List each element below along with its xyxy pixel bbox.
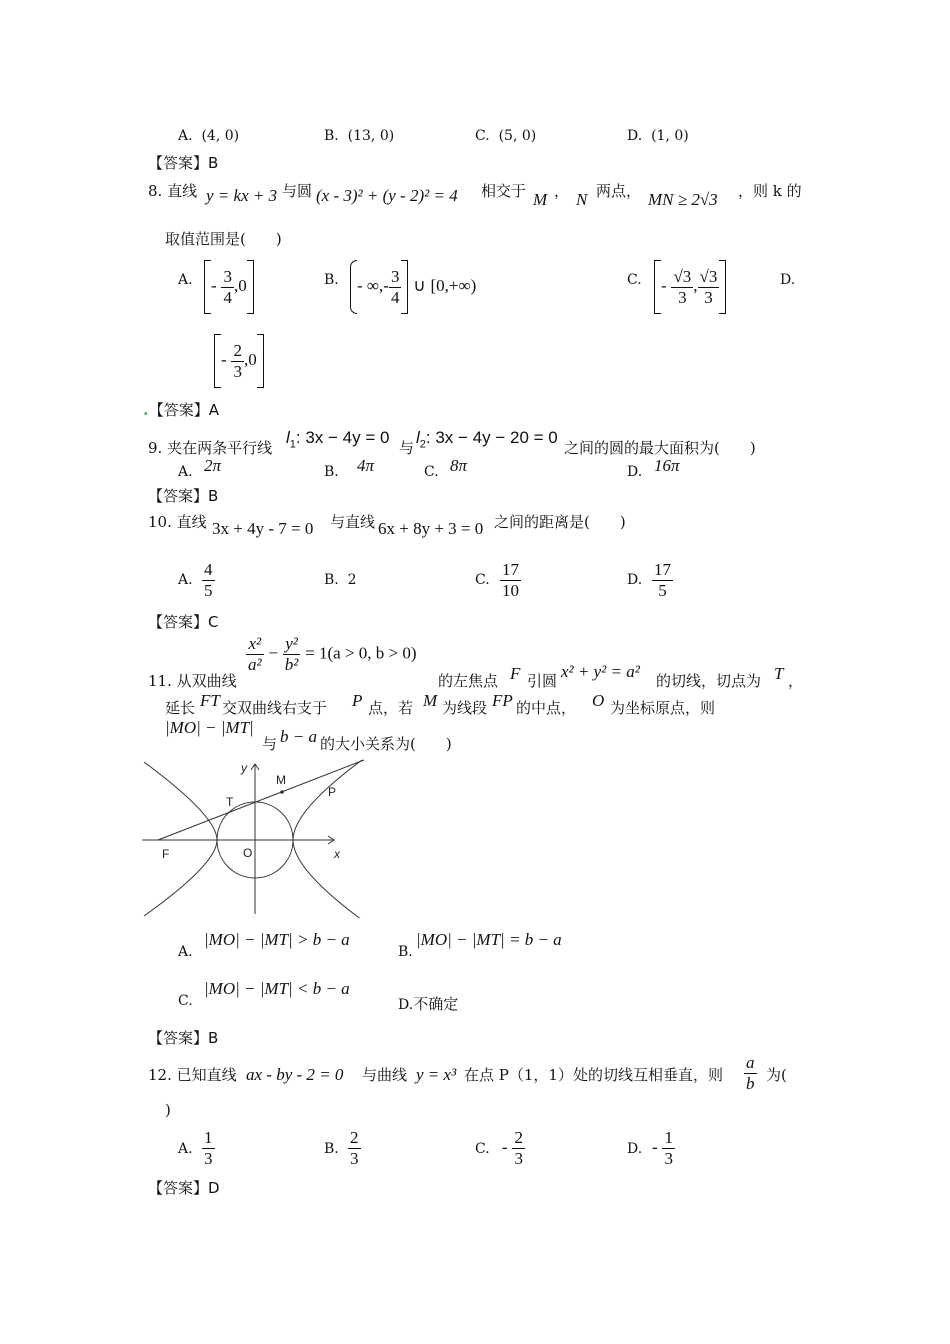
label-m: M (276, 773, 286, 787)
q12-option-b: $\frac{2}{3}$ (350, 1128, 359, 1168)
q10-text-and: 与直线 (330, 513, 376, 531)
q12-frac-a-b: $\frac{a}{b}$ (746, 1053, 755, 1093)
q12-eq-line: ax - by - 2 = 0 (246, 1065, 344, 1084)
q7-option-a: A. (4, 0) (178, 128, 240, 144)
q11-answer: 【答案】B (148, 1029, 219, 1047)
q10-option-a: $\frac{4}{5}$ (204, 560, 213, 600)
q9-option-b-label: B. (324, 464, 339, 480)
q11-line3-rest: 的大小关系为( ) (320, 735, 452, 753)
q11-text-tangent: 的切线，切点为 (656, 672, 762, 690)
q12-option-a-label: A. (178, 1141, 193, 1157)
q11-line2-c: 点，若 (368, 699, 414, 717)
q9-eq-l2: $l_2$: 3x − 4y − 20 = 0 (416, 428, 558, 451)
q12-line2: ) (165, 1101, 171, 1119)
q12-option-c-label: C. (475, 1141, 490, 1157)
q12-option-c: - $\frac{2}{3}$ (502, 1128, 523, 1168)
q11-option-b-label: B. (398, 944, 413, 960)
tangent-line (158, 760, 364, 840)
q11-line2-f: 为坐标原点，则 (610, 699, 716, 717)
q9-option-c-label: C. (424, 464, 439, 480)
q12-stem: 12. 已知直线 (148, 1066, 237, 1084)
q8-option-a: - $\frac{3}{4}$ ,0 (204, 260, 254, 314)
q11-expr-b-a: b − a (280, 727, 317, 746)
q11-option-c: |MO| − |MT| < b − a (204, 979, 350, 998)
q11-var-t: T (774, 664, 784, 683)
q10-stem: 10. 直线 (148, 513, 207, 531)
q9-eq-l1: $l_1$: 3x − 4y = 0 (286, 428, 390, 451)
q12-option-a: $\frac{1}{3}$ (204, 1128, 213, 1168)
q8-text-two-points: 两点， (596, 182, 642, 200)
q8-option-d: - $\frac{2}{3}$ ,0 (214, 334, 264, 388)
q8-eq-line: y = kx + 3 (206, 186, 278, 205)
q11-circle-eq: x² + y² = a² (561, 662, 640, 681)
q10-option-c-label: C. (475, 572, 490, 588)
q11-line3-and: 与 (262, 735, 278, 753)
q8-eq-circle: (x - 3)² + (y - 2)² = 4 (316, 186, 458, 205)
q10-text-rest: 之间的距离是( ) (494, 513, 626, 531)
q9-answer: 【答案】B (148, 487, 219, 505)
q11-line2-b: 交双曲线右支于 (222, 699, 328, 717)
label-t: T (226, 795, 234, 809)
q8-text-k: ，则 k 的 (738, 182, 802, 200)
q12-text-perp: 在点 P（1，1）处的切线互相垂直，则 (464, 1066, 723, 1084)
q8-text-intersect: 相交于 (481, 182, 527, 200)
q9-text-rest: 之间的圆的最大面积为( ) (564, 439, 756, 457)
q8-answer: .【答案】A (143, 401, 219, 419)
q11-line2-a: 延长 (165, 699, 196, 717)
q11-stem: 11. 从双曲线 (148, 672, 237, 690)
q12-option-d: - $\frac{1}{3}$ (652, 1128, 673, 1168)
q8-comma: ， (554, 182, 570, 200)
q9-option-d-label: D. (627, 464, 643, 480)
q11-comma: ， (788, 672, 804, 690)
q11-option-a-label: A. (178, 944, 193, 960)
q11-var-fp: FP (492, 691, 513, 710)
q8-option-c: - $\frac{√3}{3}$ , $\frac{√3}{3}$ (654, 260, 726, 314)
q11-var-p: P (352, 691, 363, 710)
label-p: P (328, 785, 337, 799)
q11-option-d: D.不确定 (398, 995, 459, 1013)
q10-option-d-label: D. (627, 572, 643, 588)
label-f: F (162, 847, 170, 861)
q8-line2: 取值范围是( ) (165, 230, 282, 248)
q8-option-a-label: A. (178, 272, 193, 288)
q11-line2-e: 的中点， (516, 699, 577, 717)
label-y: y (241, 761, 247, 775)
q11-option-b: |MO| − |MT| = b − a (416, 930, 562, 949)
q11-hyperbola-eq: $\frac{\text{x²}}{\text{a²}}$ − $\frac{\text{y²}}{\text{b²}}$ = 1(a > 0, b > 0) (248, 634, 417, 674)
q11-expr-mo-mt: |MO| − |MT| (165, 718, 254, 737)
q9-option-a: 2π (204, 456, 222, 475)
q12-option-b-label: B. (324, 1141, 339, 1157)
hyperbola-left-branch (144, 762, 217, 916)
q10-eq2: 6x + 8y + 3 = 0 (378, 519, 484, 538)
q8-text-circle: 与圆 (282, 182, 313, 200)
q8-stem: 8. 直线 (148, 182, 198, 200)
q11-var-ft: FT (200, 691, 220, 710)
q9-option-b: 4π (357, 456, 375, 475)
q8-option-b-label: B. (324, 272, 339, 288)
q11-text-focus: 的左焦点 (438, 672, 499, 690)
q11-option-a: |MO| − |MT| > b − a (204, 930, 350, 949)
q10-option-c: $\frac{17}{10}$ (502, 560, 519, 600)
q10-answer: 【答案】C (148, 613, 219, 631)
q8-option-d-label: D. (780, 272, 796, 288)
q10-option-b: B. 2 (324, 572, 357, 588)
q8-point-m: M (533, 190, 548, 209)
point-m (280, 790, 284, 794)
q11-var-o: O (592, 691, 605, 710)
q11-var-f: F (510, 664, 521, 683)
q9-option-a-label: A. (178, 464, 193, 480)
q7-option-b: B. (13, 0) (324, 128, 395, 144)
q8-option-c-label: C. (627, 272, 642, 288)
q11-text-draw: 引圆 (527, 672, 558, 690)
q12-text-curve: 与曲线 (362, 1066, 408, 1084)
q12-eq-curve: y = x³ (416, 1065, 457, 1084)
q11-line2-d: 为线段 (442, 699, 488, 717)
q11-option-c-label: C. (178, 993, 193, 1009)
q9-stem: 9. 夹在两条平行线 (148, 439, 273, 457)
q12-text-tail: 为( (766, 1066, 787, 1084)
q10-option-a-label: A. (178, 572, 193, 588)
q10-option-d: $\frac{17}{5}$ (654, 560, 671, 600)
q12-option-d-label: D. (627, 1141, 643, 1157)
q7-option-c: C. (5, 0) (475, 128, 537, 144)
q8-eq-mn: MN ≥ 2√3 (648, 190, 718, 209)
q8-option-b: - ∞,- $\frac{3}{4}$ ∪ [0,+∞) (350, 260, 476, 314)
q9-text-and: 与 (399, 439, 415, 457)
q12-answer: 【答案】D (148, 1179, 220, 1197)
q10-eq1: 3x + 4y - 7 = 0 (212, 519, 314, 538)
q7-answer: 【答案】B (148, 154, 219, 172)
label-o: O (243, 846, 253, 860)
label-x: x (334, 847, 340, 861)
q11-var-m: M (423, 691, 438, 710)
q9-option-c: 8π (450, 456, 468, 475)
q8-point-n: N (576, 190, 588, 209)
q9-option-d: 16π (654, 456, 680, 475)
q7-option-d: D. (1, 0) (627, 128, 689, 144)
q11-hyperbola-figure (140, 756, 370, 918)
